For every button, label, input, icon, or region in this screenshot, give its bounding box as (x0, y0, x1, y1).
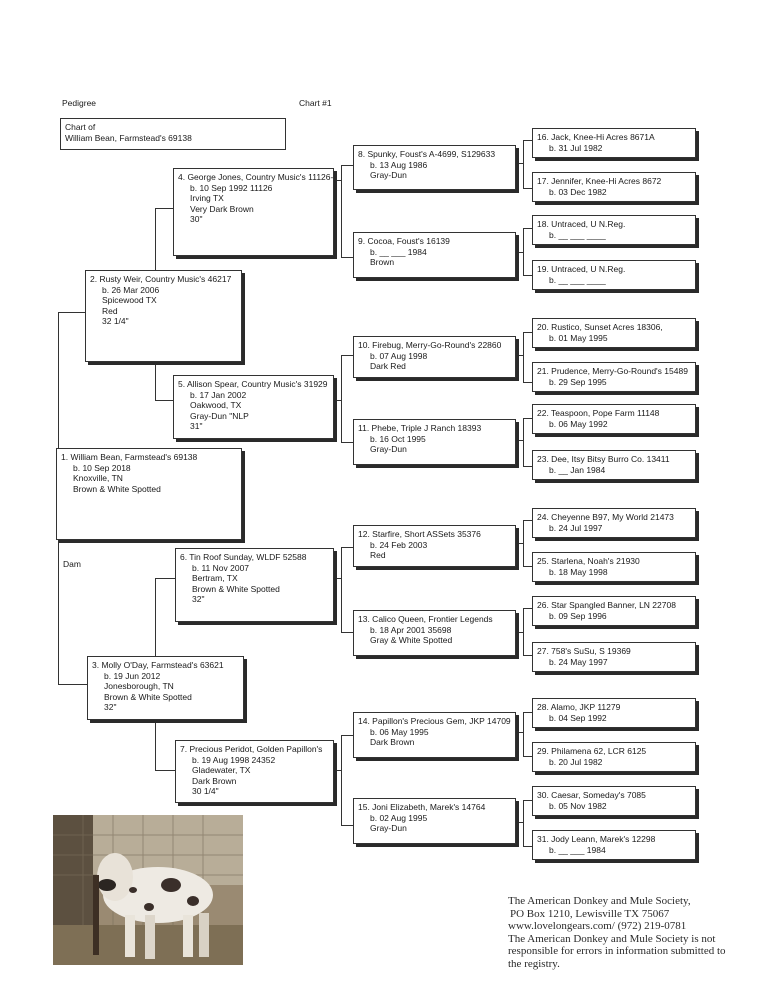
connector (341, 355, 353, 356)
entry-detail: 30 1/4" (192, 786, 219, 796)
entry-detail: Gray-Dun (370, 823, 407, 833)
entry-detail: Dark Brown (370, 737, 415, 747)
entry-detail: Gray-Dun (370, 170, 407, 180)
entry-detail: b. 24 Jul 1997 (549, 522, 603, 533)
entry-26 (532, 596, 696, 626)
connector (341, 442, 353, 443)
connector (58, 312, 86, 313)
connector (516, 252, 523, 253)
entry-title: 27. 758's SuSu, S 19369 (537, 646, 631, 656)
connector (341, 257, 353, 258)
entry-detail: b. 06 May 1995 (370, 726, 429, 737)
entry-detail: b. 10 Sep 2018 (73, 462, 131, 473)
connector (334, 578, 341, 579)
connector (155, 362, 156, 400)
entry-title: 3. Molly O'Day, Farmstead's 63621 (92, 660, 224, 670)
entry-detail: b. 04 Sep 1992 (549, 712, 607, 723)
connector (523, 655, 532, 656)
entry-21 (532, 362, 696, 392)
chart-of-box (60, 118, 286, 150)
entry-detail: b. 07 Aug 1998 (370, 350, 428, 361)
connector (523, 846, 532, 847)
connector (523, 188, 532, 189)
entry-25 (532, 552, 696, 582)
entry-title: 6. Tin Roof Sunday, WLDF 52588 (180, 552, 307, 562)
entry-detail: Spicewood TX (102, 295, 157, 305)
connector (523, 382, 532, 383)
connector (155, 720, 156, 770)
entry-title: 15. Joni Elizabeth, Marek's 14764 (358, 802, 486, 812)
entry-detail: b. 16 Oct 1995 (370, 433, 426, 444)
entry-1-subject (56, 448, 242, 540)
entry-30 (532, 786, 696, 816)
connector (341, 825, 353, 826)
entry-title: 30. Caesar, Someday's 7085 (537, 790, 646, 800)
connector (523, 566, 532, 567)
entry-detail: Brown & White Spotted (104, 691, 192, 702)
entry-detail: Brown & White Spotted (73, 483, 161, 494)
entry-title: 12. Starfire, Short ASSets 35376 (358, 529, 481, 539)
entry-detail: b. 18 May 1998 (549, 566, 608, 577)
entry-detail: Gray-Dun (370, 444, 407, 454)
entry-title: 21. Prudence, Merry-Go-Round's 15489 (537, 366, 688, 376)
connector (523, 608, 524, 655)
entry-detail: Gray & White Spotted (370, 635, 453, 645)
entry-title: 11. Phebe, Triple J Ranch 18393 (358, 423, 482, 433)
entry-title: 24. Cheyenne B97, My World 21473 (537, 512, 674, 522)
entry-detail: b. 31 Jul 1982 (549, 142, 603, 153)
entry-detail: b. 29 Sep 1995 (549, 376, 607, 387)
entry-detail: b. 05 Nov 1982 (549, 800, 607, 811)
entry-detail: 32" (104, 702, 117, 712)
footer-disclaimer-2: responsible for errors in information submitted to (508, 945, 726, 957)
entry-detail: 31" (190, 421, 203, 431)
entry-detail: b. 18 Apr 2001 35698 (370, 624, 452, 635)
entry-title: 8. Spunky, Foust's A-4699, S129633 (358, 149, 496, 159)
entry-23 (532, 450, 696, 480)
entry-title: 18. Untraced, U N.Reg. (537, 219, 626, 229)
entry-detail: Oakwood, TX (190, 400, 242, 410)
entry-28 (532, 698, 696, 728)
connector (155, 208, 156, 270)
connector (341, 547, 342, 632)
connector (523, 800, 524, 846)
entry-title: 1. William Bean, Farmstead's 69138 (61, 452, 198, 462)
connector (516, 732, 523, 733)
entry-title: 28. Alamo, JKP 11279 (537, 702, 621, 712)
entry-detail: Very Dark Brown (190, 203, 254, 214)
entry-detail: 32 1/4" (102, 316, 129, 326)
connector (516, 822, 523, 823)
connector (523, 332, 524, 382)
connector (341, 165, 353, 166)
entry-title: 10. Firebug, Merry-Go-Round's 22860 (358, 340, 502, 350)
entry-6 (175, 548, 334, 622)
entry-detail: b. 11 Nov 2007 (192, 562, 250, 573)
dam-label: Dam (63, 559, 81, 569)
entry-detail: b. 19 Aug 1998 24352 (192, 754, 276, 765)
connector (523, 520, 524, 566)
entry-title: 5. Allison Spear, Country Music's 31929 (178, 379, 328, 389)
entry-12 (353, 525, 516, 567)
chart-of-label: Chart of (65, 122, 96, 132)
entry-detail: Brown (370, 257, 395, 267)
entry-title: 14. Papillon's Precious Gem, JKP 14709 (358, 716, 511, 726)
entry-13 (353, 610, 516, 656)
entry-detail: b. 01 May 1995 (549, 332, 608, 343)
connector (523, 712, 532, 713)
connector (523, 140, 532, 141)
entry-detail: Bertram, TX (192, 573, 238, 583)
entry-title: 16. Jack, Knee-Hi Acres 8671A (537, 132, 655, 142)
entry-24 (532, 508, 696, 538)
entry-detail: Red (370, 550, 386, 560)
entry-title: 13. Calico Queen, Frontier Legends (358, 614, 493, 624)
connector (334, 770, 341, 771)
entry-11 (353, 419, 516, 465)
entry-detail: Irving TX (190, 193, 224, 203)
connector (523, 140, 524, 188)
connector (155, 578, 175, 579)
connector (523, 332, 532, 333)
entry-31 (532, 830, 696, 860)
connector (341, 547, 353, 548)
connector (334, 400, 341, 401)
entry-19 (532, 260, 696, 290)
connector (155, 208, 173, 209)
connector (523, 228, 532, 229)
footer-disclaimer-3: the registry. (508, 957, 560, 970)
chart-of-subject: William Bean, Farmstead's 69138 (65, 133, 192, 143)
entry-detail: b. __ ___ ____ (549, 274, 606, 285)
connector (334, 180, 341, 181)
entry-detail: b. 06 May 1992 (549, 418, 608, 429)
entry-14 (353, 712, 516, 758)
entry-detail: Jonesborough, TN (104, 681, 174, 691)
entry-detail: b. __ Jan 1984 (549, 464, 606, 475)
entry-18 (532, 215, 696, 245)
entry-detail: b. 13 Aug 1986 (370, 159, 428, 170)
entry-22 (532, 404, 696, 434)
connector (155, 770, 175, 771)
entry-detail: Gladewater, TX (192, 765, 251, 775)
entry-detail: Brown & White Spotted (192, 583, 280, 594)
entry-8 (353, 145, 516, 190)
society-footer (508, 895, 748, 970)
connector (523, 275, 532, 276)
entry-detail: b. __ ___ 1984 (549, 844, 606, 855)
entry-7 (175, 740, 334, 803)
entry-detail: 32" (192, 594, 205, 604)
chart-number: Chart #1 (299, 98, 332, 108)
entry-4 (173, 168, 334, 256)
connector (523, 756, 532, 757)
connector (516, 632, 523, 633)
entry-title: 7. Precious Peridot, Golden Papillon's (180, 744, 323, 754)
entry-detail: b. __ ___ ____ (549, 229, 606, 240)
connector (523, 712, 524, 756)
connector (523, 418, 524, 466)
connector (516, 163, 523, 164)
entry-27 (532, 642, 696, 672)
connector (341, 355, 342, 442)
entry-title: 20. Rustico, Sunset Acres 18306, (537, 322, 663, 332)
entry-detail: b. 19 Jun 2012 (104, 670, 161, 681)
entry-title: 17. Jennifer, Knee-Hi Acres 8672 (537, 176, 662, 186)
footer-disclaimer-1: The American Donkey and Mule Society is not (508, 932, 716, 945)
connector (155, 400, 173, 401)
entry-detail: b. 02 Aug 1995 (370, 812, 428, 823)
entry-detail: Red (102, 305, 118, 316)
pedigree-label: Pedigree (62, 98, 97, 108)
connector (341, 632, 353, 633)
entry-title: 9. Cocoa, Foust's 16139 (358, 236, 450, 246)
connector (516, 543, 523, 544)
entry-detail: b. __ ___ 1984 (370, 246, 427, 257)
connector (523, 418, 532, 419)
footer-website-phone: www.lovelongears.com/ (972) 219-0781 (508, 920, 687, 932)
entry-detail: Dark Red (370, 361, 406, 371)
entry-title: 26. Star Spangled Banner, LN 22708 (537, 600, 676, 610)
entry-title: 23. Dee, Itsy Bitsy Burro Co. 13411 (537, 454, 670, 464)
entry-title: 22. Teaspoon, Pope Farm 11148 (537, 408, 660, 418)
entry-10 (353, 336, 516, 378)
connector (523, 466, 532, 467)
connector (341, 165, 342, 257)
entry-detail: b. 17 Jan 2002 (190, 389, 247, 400)
entry-detail: b. 20 Jul 1982 (549, 756, 603, 767)
footer-address: PO Box 1210, Lewisville TX 75067 (510, 907, 670, 920)
entry-title: 2. Rusty Weir, Country Music's 46217 (90, 274, 232, 284)
entry-detail: Gray-Dun "NLP (190, 410, 249, 421)
entry-detail: Dark Brown (192, 775, 237, 786)
connector (523, 520, 532, 521)
entry-title: 4. George Jones, Country Music's 11126- (178, 172, 334, 182)
entry-16 (532, 128, 696, 158)
entry-detail: 30" (190, 214, 203, 224)
entry-detail: b. 24 May 1997 (549, 656, 608, 667)
entry-15 (353, 798, 516, 844)
connector (58, 684, 88, 685)
connector (516, 440, 523, 441)
entry-title: 29. Philamena 62, LCR 6125 (537, 746, 647, 756)
entry-title: 31. Jody Leann, Marek's 12298 (537, 834, 656, 844)
connector (155, 578, 156, 658)
entry-detail: b. 03 Dec 1982 (549, 186, 607, 197)
footer-org-name: The American Donkey and Mule Society, (508, 895, 691, 907)
entry-17 (532, 172, 696, 202)
entry-detail: Knoxville, TN (73, 473, 123, 483)
entry-29 (532, 742, 696, 772)
donkey-photo (53, 815, 243, 965)
entry-detail: b. 09 Sep 1996 (549, 610, 607, 621)
entry-detail: b. 10 Sep 1992 11126 (190, 182, 273, 193)
connector (516, 355, 523, 356)
connector (523, 228, 524, 275)
entry-title: 19. Untraced, U N.Reg. (537, 264, 626, 274)
entry-20 (532, 318, 696, 348)
entry-3-dam (87, 656, 244, 720)
entry-detail: b. 26 Mar 2006 (102, 284, 160, 295)
entry-title: 25. Starlena, Noah's 21930 (537, 556, 640, 566)
entry-5 (173, 375, 334, 439)
entry-detail: b. 24 Feb 2003 (370, 539, 428, 550)
connector (341, 735, 353, 736)
entry-9 (353, 232, 516, 278)
connector (341, 735, 342, 825)
connector (523, 800, 532, 801)
entry-2-sire (85, 270, 242, 362)
connector (523, 608, 532, 609)
